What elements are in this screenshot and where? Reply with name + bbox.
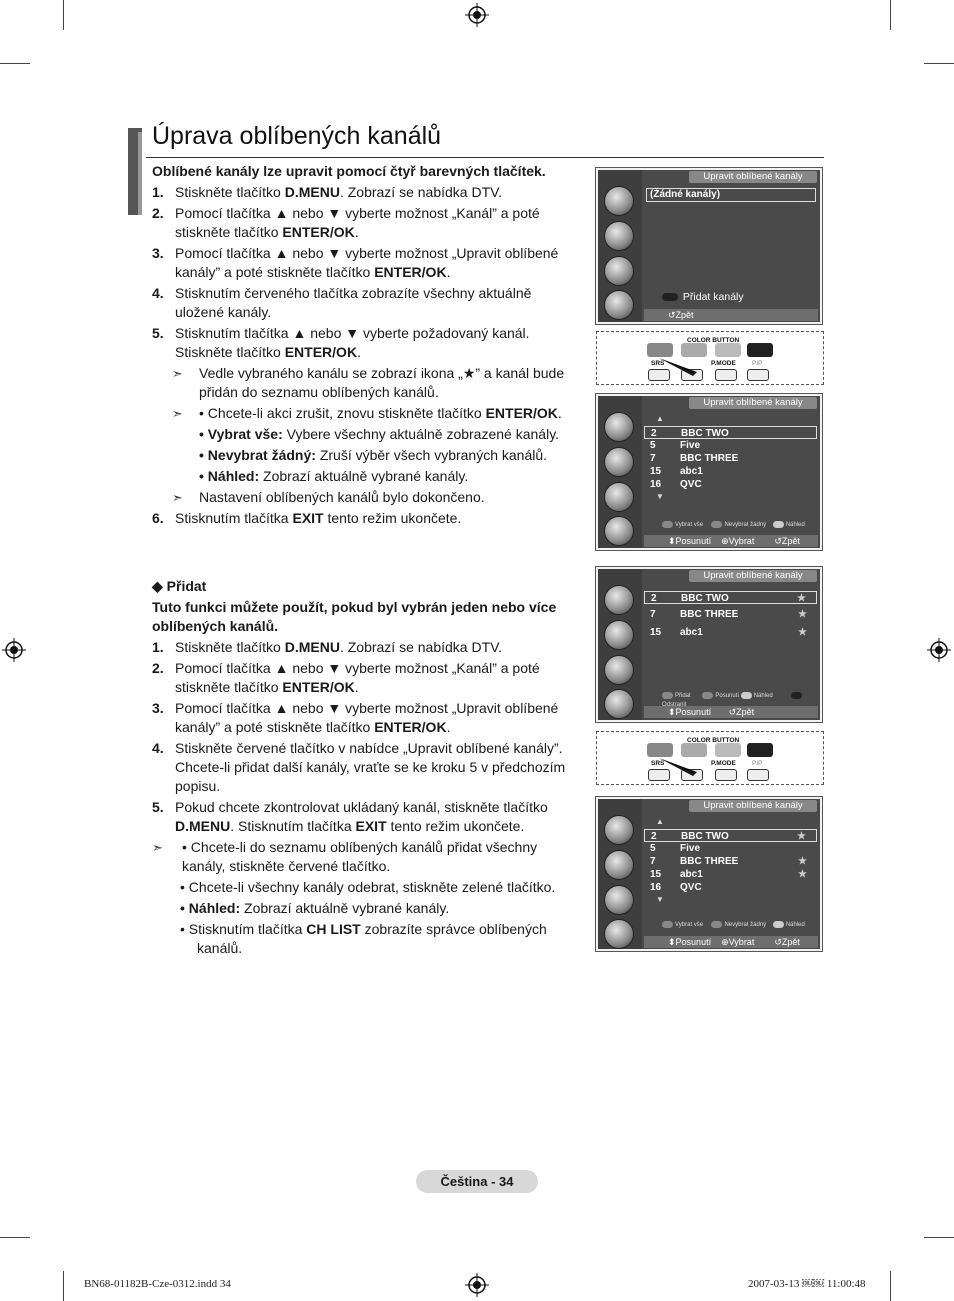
step-text: . Zobrazí se nabídka DTV. [339, 639, 503, 655]
color-button-legend [662, 521, 818, 530]
section-add [152, 577, 582, 958]
deselect-all-label: Nevybrat žádný [724, 922, 767, 929]
move-label: Posunutí [675, 937, 712, 947]
scroll-up-icon[interactable]: ▲ [656, 414, 664, 423]
screen-footer [644, 936, 818, 948]
bullet-term: • Náhled: [199, 468, 260, 484]
key-name: ENTER/OK [282, 224, 355, 240]
channel-name: abc1 [680, 466, 703, 477]
crop-mark [0, 1237, 30, 1238]
channel-row[interactable] [644, 842, 817, 855]
step-number: 6. [152, 510, 164, 526]
yellow-button[interactable] [715, 743, 741, 757]
registration-mark-icon [927, 638, 951, 662]
note-text: Vedle vybraného kanálu se zobrazí ikona „★” a kanál bude přidán do seznamu oblíbených kanálů. [199, 365, 565, 400]
step-text: Stiskněte červené tlačítko v nabídce „Upravit oblíbené kanály”. Chcete-li přidat další kanály, vraťte se ke kroku 5 v předchozím popisu. [175, 740, 566, 794]
channel-row[interactable] [644, 439, 817, 452]
add-channels-label: Přidat kanály [682, 291, 744, 303]
back-label: Zpět [736, 707, 755, 717]
return-icon: ↺ [774, 937, 782, 947]
note-text: • Chcete-li do seznamu oblíbených kanálů přidat všechny kanály, stiskněte červené tlačítko. [182, 839, 538, 874]
channel-number: 16 [650, 479, 662, 490]
bullet-term: • Vybrat vše: [199, 426, 283, 442]
channel-icon [604, 516, 634, 546]
channel-name: BBC THREE [680, 856, 739, 867]
channel-row[interactable] [644, 626, 817, 639]
channel-row[interactable] [644, 591, 817, 604]
step-number: 5. [152, 799, 164, 815]
move-label: Posunutí [675, 707, 712, 717]
select-all-label: Vybrat vše [675, 922, 704, 929]
section-lead: Oblíbené kanály lze upravit pomocí čtyř barevných tlačítek. [152, 163, 546, 179]
green-button-icon [711, 921, 722, 928]
menu-sidebar [598, 396, 642, 548]
add-channels-option[interactable] [662, 291, 744, 303]
yellow-button-icon [773, 521, 784, 528]
step-text: . [357, 344, 361, 360]
channel-name: BBC TWO [681, 428, 729, 439]
screen-header: Upravit oblíbené kanály [689, 800, 817, 812]
channel-name: BBC THREE [680, 609, 739, 620]
back-label: Zpět [781, 937, 800, 947]
enter-icon: ⊕ [721, 937, 729, 947]
red-button-icon [662, 293, 678, 301]
step [152, 659, 582, 697]
return-icon: ↺ [774, 536, 782, 546]
step-text: Stiskněte tlačítko [175, 184, 285, 200]
step [152, 699, 582, 737]
channel-name: QVC [680, 479, 702, 490]
title-rule [146, 157, 824, 158]
channel-name: BBC THREE [680, 453, 739, 464]
registration-mark-icon [465, 3, 489, 27]
back-label: Zpět [781, 536, 800, 546]
pointer-arrow-icon [657, 350, 707, 380]
pip-label: PIP [752, 360, 763, 367]
channel-number: 2 [651, 593, 657, 604]
picture-icon [604, 815, 634, 845]
page-number: Čeština - 34 [416, 1170, 538, 1193]
channel-name: QVC [680, 882, 702, 893]
channel-row[interactable] [644, 465, 817, 478]
step-text: . [446, 264, 451, 280]
key-name: ENTER/OK [374, 264, 447, 280]
sound-icon [604, 221, 634, 251]
bullet-term: • Nevybrat žádný: [199, 447, 316, 463]
scroll-up-icon[interactable]: ▲ [656, 817, 664, 826]
empty-list-field: (Žádné kanály) [646, 188, 816, 202]
move-icon: ⬍ [668, 536, 676, 546]
key-name: CH LIST [306, 921, 361, 937]
step-number: 5. [152, 325, 164, 341]
channel-row[interactable] [644, 452, 817, 465]
pmode-label: P.MODE [711, 360, 736, 367]
remote-color-buttons [596, 731, 824, 785]
tv-screen-channel-select [595, 393, 823, 551]
bullet-text: Zruší výběr všech vybraných kanálů. [315, 447, 548, 463]
channel-number: 2 [651, 428, 657, 439]
pointer-arrow-icon [657, 750, 707, 780]
step [152, 183, 582, 202]
select-label: Vybrat [728, 536, 755, 546]
color-button-legend [662, 921, 818, 930]
channel-number: 7 [650, 453, 656, 464]
setup-icon [604, 655, 634, 685]
step-text: . [354, 679, 359, 695]
sound-icon [604, 447, 634, 477]
bullet-term: • Náhled: [180, 900, 241, 916]
step-number: 3. [152, 700, 164, 716]
step-number: 1. [152, 639, 164, 655]
select-all-label: Vybrat vše [675, 522, 704, 529]
crop-mark [924, 63, 954, 64]
star-icon: ★ [797, 831, 806, 842]
bullet-text: Zobrazí aktuálně vybrané kanály. [240, 900, 450, 916]
bullet [152, 446, 582, 465]
scroll-down-icon[interactable]: ▼ [656, 492, 664, 501]
bullet [152, 467, 582, 486]
key-name: EXIT [355, 818, 387, 834]
note-arrow-icon: ➣ [172, 406, 183, 421]
return-icon: ↺ [668, 310, 676, 320]
pmode-button[interactable] [715, 369, 737, 381]
star-icon: ★ [798, 869, 807, 880]
preview-label: Náhled [785, 522, 805, 529]
star-icon: ★ [798, 609, 807, 620]
note-text: . [557, 405, 562, 421]
registration-mark-icon [465, 1273, 489, 1297]
channel-icon [604, 919, 634, 949]
picture-icon [604, 186, 634, 216]
deselect-all-label: Nevybrat žádný [724, 522, 767, 529]
key-name: ENTER/OK [284, 344, 358, 360]
red-button-icon [662, 521, 673, 528]
crop-mark [890, 1271, 891, 1301]
channel-row[interactable] [644, 829, 817, 842]
step-text: Pomocí tlačítka ▲ nebo ▼ vyberte možnost „Upravit oblíbené kanály” a poté stiskněte tlačítko [175, 245, 559, 280]
blue-button-icon [791, 692, 802, 699]
crop-mark [63, 0, 64, 30]
key-name: D.MENU [284, 639, 340, 655]
crop-mark [890, 0, 891, 30]
step [152, 638, 582, 657]
sound-icon [604, 850, 634, 880]
remote-color-buttons [596, 331, 824, 385]
registration-mark-icon [2, 638, 26, 662]
srs-label: SRS [651, 760, 665, 767]
screen-footer [644, 706, 818, 718]
note [152, 364, 582, 402]
step [152, 739, 582, 796]
star-icon: ★ [798, 856, 807, 867]
step-number: 4. [152, 285, 164, 301]
bullet-continuation: kanálů. [197, 940, 243, 956]
channel-list [644, 829, 817, 894]
pmode-button[interactable] [715, 769, 737, 781]
setup-icon [604, 256, 634, 286]
key-name: ENTER/OK [374, 719, 447, 735]
red-button-icon [662, 921, 673, 928]
channel-name: abc1 [680, 869, 703, 880]
star-icon: ★ [797, 593, 806, 604]
channel-icon [604, 689, 634, 719]
diamond-bullet-icon: ◆ [152, 578, 167, 594]
channel-number: 15 [650, 627, 662, 638]
step-text: Pomocí tlačítka ▲ nebo ▼ vyberte možnost „Kanál” a poté stiskněte tlačítko [175, 660, 540, 695]
page-title: Úprava oblíbených kanálů [152, 122, 442, 150]
pip-button[interactable] [747, 369, 769, 381]
step [152, 244, 582, 282]
crop-mark [924, 1237, 954, 1238]
select-label: Vybrat [728, 937, 755, 947]
step-text: Pokud chcete zkontrolovat ukládaný kanál, stiskněte tlačítko [175, 799, 548, 815]
channel-number: 5 [650, 843, 656, 854]
channel-row[interactable] [644, 426, 817, 439]
channel-row[interactable] [644, 608, 817, 621]
step [152, 324, 582, 362]
picture-icon [604, 585, 634, 615]
channel-row[interactable] [644, 478, 817, 491]
channel-name: abc1 [680, 627, 703, 638]
channel-row[interactable] [644, 855, 817, 868]
step-text: . Zobrazí se nabídka DTV. [339, 184, 503, 200]
key-name: D.MENU [175, 818, 231, 834]
step-text: . Stisknutím tlačítka [230, 818, 356, 834]
enter-icon: ⊕ [721, 536, 729, 546]
move-label: Posunutí [675, 536, 712, 546]
channel-number: 2 [651, 831, 657, 842]
color-button-label: COLOR BUTTON [687, 337, 740, 344]
step [152, 284, 582, 322]
note [152, 404, 582, 423]
bullet [152, 425, 582, 444]
key-name: ENTER/OK [485, 405, 558, 421]
step-text: tento režim ukončete. [386, 818, 525, 834]
back-label: Zpět [675, 310, 694, 320]
yellow-button-icon [741, 692, 752, 699]
bullet: • Chcete-li všechny kanály odebrat, stiskněte zelené tlačítko. [180, 879, 556, 895]
blue-button[interactable] [747, 343, 773, 357]
section-heading [152, 577, 582, 596]
print-slug-date: 2007-03-13 ￼￼ 11:00:48 [748, 1278, 866, 1290]
red-button-icon [662, 692, 673, 699]
bullet-text: zobrazíte správce oblíbených [360, 921, 547, 937]
channel-list [644, 426, 817, 491]
pip-label: PIP [752, 760, 763, 767]
tv-screen-empty [595, 167, 823, 325]
note [152, 838, 582, 876]
bullet-text: • Stisknutím tlačítka [180, 921, 307, 937]
heading-text: Přidat [166, 578, 207, 594]
step-text: Pomocí tlačítka ▲ nebo ▼ vyberte možnost „Upravit oblíbené kanály” a poté stiskněte tlačítko [175, 700, 559, 735]
screen-footer [644, 309, 818, 321]
pmode-label: P.MODE [711, 760, 736, 767]
crop-mark [0, 63, 30, 64]
step [152, 509, 582, 528]
move-icon: ⬍ [668, 937, 676, 947]
tv-screen-favorites [595, 566, 823, 723]
channel-name: Five [680, 843, 701, 854]
step-number: 2. [152, 205, 164, 221]
screen-header: Upravit oblíbené kanály [689, 397, 817, 409]
note-arrow-icon: ➣ [152, 840, 163, 855]
green-button-icon [702, 692, 713, 699]
key-name: EXIT [292, 510, 324, 526]
step-text: . [354, 224, 359, 240]
menu-sidebar [598, 799, 642, 949]
channel-icon [604, 290, 634, 320]
yellow-button[interactable] [715, 343, 741, 357]
channel-row[interactable] [644, 868, 817, 881]
pip-button[interactable] [747, 769, 769, 781]
favorites-list [644, 591, 817, 639]
channel-number: 16 [650, 882, 662, 893]
step [152, 798, 582, 836]
channel-number: 15 [650, 466, 662, 477]
step [152, 204, 582, 242]
note-text: • Chcete-li akci zrušit, znovu stiskněte tlačítko [199, 405, 486, 421]
bullet-text: Zobrazí aktuálně vybrané kanály. [259, 468, 469, 484]
srs-label: SRS [651, 360, 665, 367]
tv-screen-add-result [595, 796, 823, 952]
bullet [152, 920, 582, 939]
return-icon: ↺ [728, 707, 737, 717]
screen-footer [644, 535, 818, 547]
blue-button[interactable] [747, 743, 773, 757]
preview-label: Náhled [753, 693, 773, 700]
star-icon: ★ [798, 627, 807, 638]
bullet-text: Vybere všechny aktuálně zobrazené kanály. [282, 426, 560, 442]
channel-name: Five [680, 440, 701, 451]
step-text: Stiskněte tlačítko [175, 639, 285, 655]
section-edit-favorites [152, 162, 582, 528]
key-name: ENTER/OK [282, 679, 355, 695]
setup-icon [604, 482, 634, 512]
step-number: 4. [152, 740, 164, 756]
channel-number: 15 [650, 869, 662, 880]
bullet [152, 899, 582, 918]
step-text: Pomocí tlačítka ▲ nebo ▼ vyberte možnost „Kanál” a poté stiskněte tlačítko [175, 205, 540, 240]
step-number: 1. [152, 184, 164, 200]
channel-number: 7 [650, 609, 656, 620]
step-number: 3. [152, 245, 164, 261]
channel-number: 5 [650, 440, 656, 451]
screen-header: Upravit oblíbené kanály [689, 570, 817, 582]
note-arrow-icon: ➣ [172, 366, 183, 381]
menu-sidebar [598, 170, 642, 322]
color-button-label: COLOR BUTTON [687, 737, 740, 744]
step-number: 2. [152, 660, 164, 676]
key-name: D.MENU [284, 184, 340, 200]
move-label: Posunutí [715, 693, 740, 700]
channel-row[interactable] [644, 881, 817, 894]
channel-number: 7 [650, 856, 656, 867]
screen-header: Upravit oblíbené kanály [689, 171, 817, 183]
title-accent-bar [138, 132, 142, 215]
green-button-icon [711, 521, 722, 528]
move-icon: ⬍ [668, 707, 676, 717]
preview-label: Náhled [785, 922, 805, 929]
setup-icon [604, 885, 634, 915]
menu-sidebar [598, 569, 642, 720]
crop-mark [63, 1271, 64, 1301]
channel-name: BBC TWO [681, 593, 729, 604]
add-label: Přidat [675, 693, 691, 700]
scroll-down-icon[interactable]: ▼ [656, 895, 664, 904]
note-text: Nastavení oblíbených kanálů bylo dokončeno. [199, 489, 485, 505]
note-arrow-icon: ➣ [172, 490, 183, 505]
section-lead: Tuto funkci můžete použít, pokud byl vybrán jeden nebo více oblíbených kanálů. [152, 599, 557, 634]
step-text: tento režim ukončete. [323, 510, 462, 526]
picture-icon [604, 412, 634, 442]
note [152, 488, 582, 507]
sound-icon [604, 620, 634, 650]
yellow-button-icon [773, 921, 784, 928]
print-slug-file: BN68-01182B-Cze-0312.indd 34 [84, 1278, 231, 1290]
step-text: Stisknutím tlačítka [175, 510, 293, 526]
step-text: Stisknutím tlačítka ▲ nebo ▼ vyberte požadovaný kanál. Stiskněte tlačítko [175, 325, 530, 360]
step-text: . [446, 719, 451, 735]
step-text: Stisknutím červeného tlačítka zobrazíte všechny aktuálně uložené kanály. [175, 285, 532, 320]
channel-name: BBC TWO [681, 831, 729, 842]
